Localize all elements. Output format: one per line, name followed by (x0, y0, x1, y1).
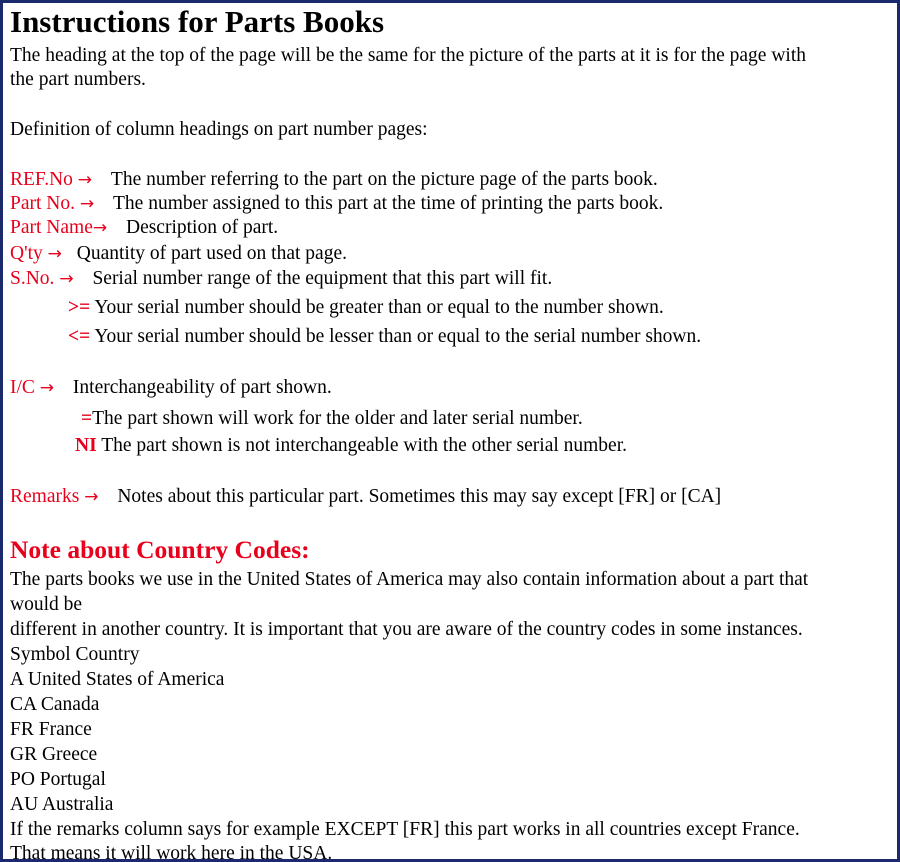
def-ic (10, 375, 332, 401)
country-code-row: FR France (10, 719, 92, 740)
arrow-right-icon: → (39, 378, 55, 398)
country-note-heading: Note about Country Codes: (10, 535, 310, 564)
def-desc: Notes about this particular part. Sometimes this may say except [FR] or [CA] (117, 486, 722, 507)
def-qty (10, 241, 347, 267)
def-label: Part Name (10, 217, 93, 238)
def-part-name (10, 215, 278, 241)
country-line: would be (10, 594, 83, 615)
ic-rule-equal (81, 406, 583, 431)
def-label: Remarks (10, 486, 80, 507)
country-code-row: A United States of America (10, 669, 225, 690)
sno-rule-gte (68, 295, 664, 320)
def-desc: The number referring to the part on the picture page of the parts book. (110, 169, 658, 190)
arrow-right-icon: → (84, 487, 99, 507)
ic-rule-ni (75, 433, 627, 458)
page-title: Instructions for Parts Books (10, 4, 385, 39)
def-label: I/C (10, 377, 35, 398)
rule-symbol: <= (68, 326, 91, 347)
def-desc: The number assigned to this part at the time of printing the parts book. (113, 193, 664, 214)
rule-text: The part shown will work for the older and later serial number. (92, 408, 583, 429)
arrow-right-icon: → (77, 170, 93, 190)
def-label: Q'ty (10, 243, 43, 264)
def-part-no (10, 191, 663, 217)
rule-text: Your serial number should be greater than or equal to the number shown. (94, 297, 664, 318)
country-line: The parts books we use in the United States of America may also contain information about a part that (10, 569, 809, 590)
def-label: S.No. (10, 268, 55, 289)
def-ref-no (10, 167, 658, 193)
arrow-right-icon: → (92, 218, 108, 238)
def-label: Part No. (10, 193, 75, 214)
rule-text: The part shown is not interchangeable with the other serial number. (101, 435, 628, 456)
arrow-right-icon: → (47, 244, 62, 264)
country-line: If the remarks column says for example EXCEPT [FR] this part works in all countries except France. (10, 819, 800, 840)
rule-text: Your serial number should be lesser than or equal to the serial number shown. (94, 326, 702, 347)
rule-symbol: >= (68, 297, 91, 318)
definition-heading: Definition of column headings on part number pages: (10, 119, 428, 140)
def-label: REF.No (10, 169, 73, 190)
country-line: That means it will work here in the USA. (10, 843, 333, 862)
rule-symbol: NI (75, 435, 97, 456)
def-desc: Interchangeability of part shown. (72, 377, 332, 398)
arrow-right-icon: → (59, 269, 74, 289)
sno-rule-lte (68, 324, 701, 349)
def-desc: Description of part. (125, 217, 279, 238)
country-code-row: CA Canada (10, 694, 100, 715)
country-code-row: AU Australia (10, 794, 114, 815)
def-desc: Serial number range of the equipment that this part will fit. (92, 268, 553, 289)
def-sno (10, 266, 552, 292)
rule-symbol: = (81, 408, 93, 429)
country-table-header: Symbol Country (10, 644, 140, 665)
intro-line-2: the part numbers. (10, 69, 146, 90)
def-remarks (10, 484, 721, 510)
country-line: different in another country. It is important that you are aware of the country codes in some instances. (10, 619, 803, 640)
country-code-row: GR Greece (10, 744, 98, 765)
def-desc: Quantity of part used on that page. (76, 243, 347, 264)
country-code-row: PO Portugal (10, 769, 106, 790)
arrow-right-icon: → (79, 194, 95, 214)
intro-line-1: The heading at the top of the page will be the same for the picture of the parts at it is for the page with (10, 45, 806, 66)
